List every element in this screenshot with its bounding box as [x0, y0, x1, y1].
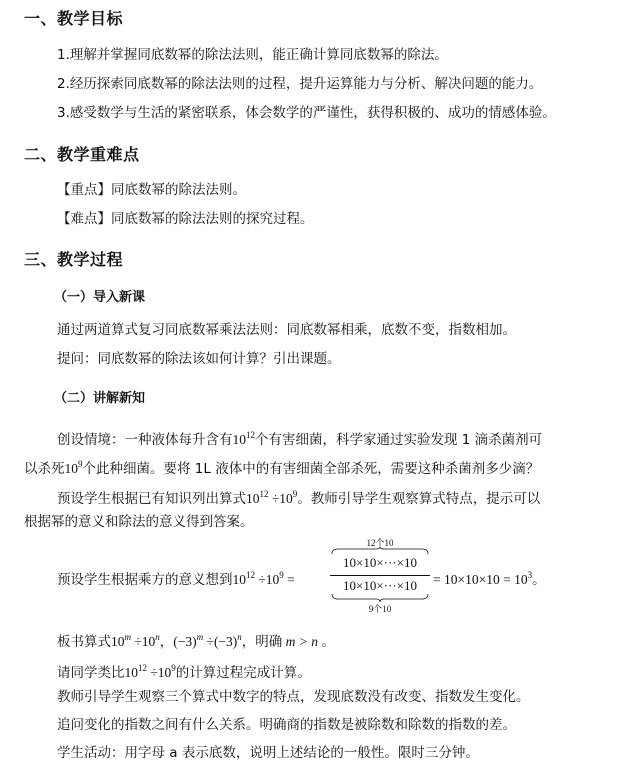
fraction-bar — [330, 575, 430, 576]
result-exponent: 3 — [527, 570, 533, 580]
section-title-process: 三、教学过程 — [24, 250, 124, 269]
analogy-line — [57, 659, 311, 682]
board-text-b: ，明确 — [241, 634, 283, 650]
numerator: 10×10×···×10 — [343, 555, 417, 570]
subsection-title-new-knowledge: （二）讲解新知 — [54, 391, 146, 406]
scenario-text-a: 创设情境：一种液体每升含有 — [57, 432, 233, 448]
preset-text-a: 预设学生根据已有知识列出算式 — [57, 491, 246, 507]
numerator-brace — [330, 547, 430, 555]
goal-item-1: 1.理解并掌握同底数幂的除法法则，能正确计算同底数幂的除法。 — [57, 47, 448, 63]
result-text: = 10×10×10 = 10 — [433, 572, 528, 587]
analogy-expression: $10^{12} \div 10^9$ — [124, 663, 176, 680]
board-expression-1: $10^m \div 10^n$ — [111, 632, 160, 649]
scenario-line-1 — [57, 426, 542, 449]
analogy-text-b: 的计算过程完成计算。 — [175, 665, 311, 681]
goal-item-2: 2.经历探索同底数幂的除法法则的过程，提升运算能力与分析、解决问题的能力。 — [57, 76, 543, 92]
expression-result: = $10\times 10\times 10 = 10^3$。 — [433, 570, 546, 587]
scenario-text-c: 以杀死 — [24, 461, 65, 477]
scenario-text-d: 个此种细菌。要将 1L 液体中的有害细菌全部杀死，需要这种杀菌剂多少滴？ — [82, 461, 540, 477]
intro-paragraph-1: 通过两道算式复习同底数幂乘法法则：同底数幂相乘，底数不变，指数相加。 — [57, 322, 516, 338]
preset-line-1 — [57, 485, 540, 508]
subsection-title-intro: （一）导入新课 — [54, 290, 146, 305]
expression-10-12-div-10-9: $10^{12} \div 10^9$ — [246, 489, 298, 506]
board-text-a: 板书算式 — [57, 634, 111, 650]
preset-line-2: 根据幂的意义和除法的意义得到答案。 — [24, 514, 254, 530]
fraction — [330, 536, 430, 616]
board-expression-2: $(-3)^m \div(-3)^n$ — [173, 632, 242, 649]
section-title-key-points: 二、教学重难点 — [24, 145, 140, 164]
intro-paragraph-2: 提问：同底数幂的除法该如何计算？引出课题。 — [57, 351, 341, 367]
power-10-12: $10^{12}$ — [232, 430, 255, 447]
activity-line: 学生活动：用字母 a 表示底数，说明上述结论的一般性。限时三分钟。 — [57, 745, 479, 761]
denominator-brace — [330, 594, 430, 602]
preset-text-b: 。教师引导学生观察算式特点，提示可以 — [297, 491, 541, 507]
scenario-line-2 — [24, 455, 539, 478]
guide-line-1: 教师引导学生观察三个算式中数字的特点，发现底数没有改变、指数发生变化。 — [57, 689, 530, 705]
expression-lhs: $10^{12} \div 10^9$ = — [232, 570, 295, 587]
section-title-goals: 一、教学目标 — [24, 9, 124, 28]
power-10-9: $10^9$ — [64, 459, 83, 476]
preset-line-3 — [57, 566, 295, 589]
key-point: 【重点】同底数幂的除法法则。 — [57, 182, 246, 198]
condition-m-gt-n: m > n — [282, 634, 322, 649]
difficult-point: 【难点】同底数幂的除法法则的探究过程。 — [57, 211, 314, 227]
guide-line-2: 追问变化的指数之间有什么关系。明确商的指数是被除数和除数的指数的差。 — [57, 717, 516, 733]
numerator-brace-label: 12个10 — [366, 538, 394, 548]
denominator-brace-label: 9个10 — [368, 604, 392, 614]
scenario-text-b: 个有害细菌，科学家通过实验发现 1 滴杀菌剂可 — [255, 432, 543, 448]
board-line: 板书算式$10^m \div 10^n$，$(-3)^m \div(-3)^n$，明确 m > n 。 — [57, 632, 335, 650]
analogy-text-a: 请同学类比 — [57, 665, 125, 681]
denominator: 10×10×···×10 — [343, 578, 417, 593]
goal-item-3: 3.感受数学与生活的紧密联系，体会数学的严谨性，获得积极的、成功的情感体验。 — [57, 105, 556, 121]
preset2-text: 预设学生根据乘方的意义想到 — [57, 572, 233, 588]
